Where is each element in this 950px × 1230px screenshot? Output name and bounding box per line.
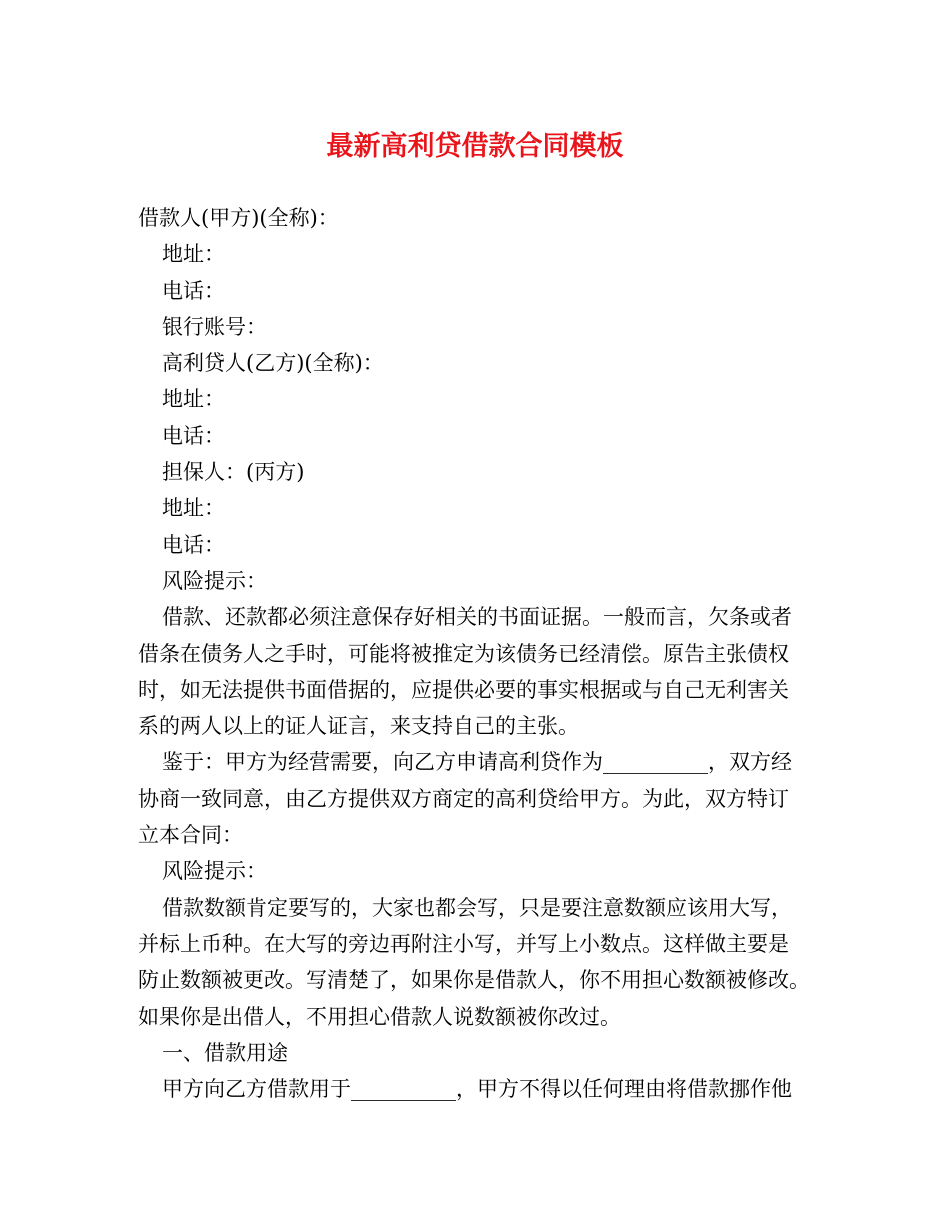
body-line: 一、借款用途: [162, 1040, 288, 1065]
body-line: 协商一致同意，由乙方提供双方商定的高利贷给甲方。为此，双方特订: [138, 786, 789, 811]
body-line: 借款人(甲方)(全称)：: [138, 206, 339, 230]
body-line: 地址：: [162, 387, 225, 412]
body-line: 高利贷人(乙方)(全称)：: [162, 351, 384, 376]
body-line: 地址：: [162, 242, 225, 267]
body-line: 地址：: [162, 496, 225, 521]
document-title: 最新高利贷借款合同模板: [326, 131, 624, 162]
body-line: 时，如无法提供书面借据的，应提供必要的事实根据或与自己无利害关: [138, 677, 789, 702]
body-line: 如果你是出借人，不用担心借款人说数额被你改过。: [138, 1004, 621, 1029]
body-line: 银行账号：: [162, 314, 267, 339]
body-line: 风险提示：: [162, 568, 267, 593]
body-line: 担保人：(丙方): [162, 460, 305, 485]
body-line: 防止数额被更改。写清楚了，如果你是借款人，你不用担心数额被修改。: [138, 968, 810, 993]
body-line: 鉴于：甲方为经营需要，向乙方申请高利贷作为__________，双方经: [162, 750, 792, 775]
body-line: 借款数额肯定要写的，大家也都会写，只是要注意数额应该用大写，: [162, 895, 792, 920]
body-line: 电话：: [162, 278, 225, 303]
body-line: 风险提示：: [162, 859, 267, 884]
body-line: 系的两人以上的证人证言，来支持自己的主张。: [138, 714, 579, 739]
body-line: 借条在债务人之手时，可能将被推定为该债务已经清偿。原告主张债权: [138, 641, 789, 666]
body-line: 甲方向乙方借款用于__________，甲方不得以任何理由将借款挪作他: [162, 1077, 792, 1102]
body-line: 并标上币种。在大写的旁边再附注小写，并写上小数点。这样做主要是: [138, 931, 789, 956]
body-line: 立本合同：: [138, 823, 243, 848]
body-line: 借款、还款都必须注意保存好相关的书面证据。一般而言，欠条或者: [162, 605, 792, 630]
body-line: 电话：: [162, 423, 225, 448]
document-body: [138, 200, 818, 1107]
body-line: 电话：: [162, 532, 225, 557]
